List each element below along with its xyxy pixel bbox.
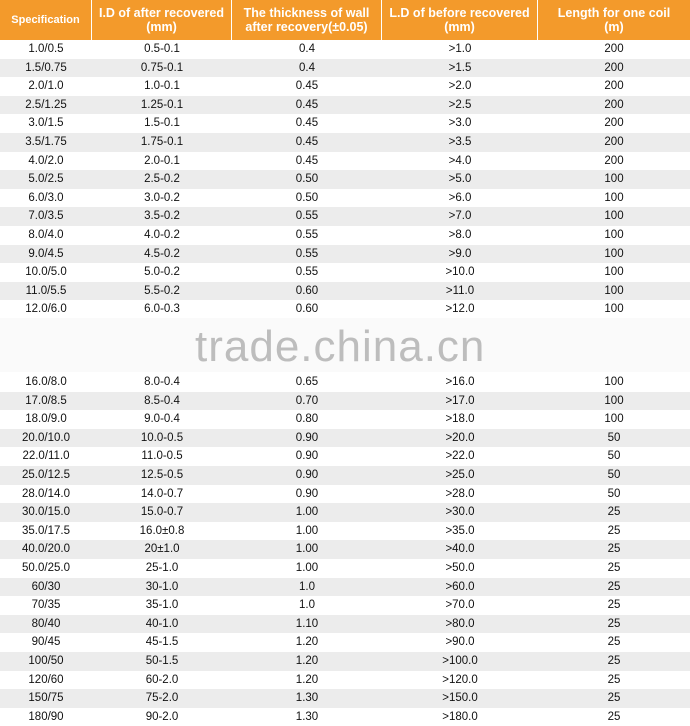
spec-cell: 70/35 xyxy=(31,599,61,612)
id-after-cell: 90-2.0 xyxy=(145,710,179,723)
ld-before-cell: >3.0 xyxy=(448,117,472,130)
coil-length-cell: 200 xyxy=(604,135,624,148)
coil-length-cell: 100 xyxy=(604,210,624,223)
spec-cell: 16.0/8.0 xyxy=(25,376,67,388)
ld-before-cell: >100.0 xyxy=(442,654,478,667)
spec-cell: 150/75 xyxy=(28,692,64,705)
id-after-cell: 0.75-0.1 xyxy=(140,61,184,74)
coil-length-cell: 50 xyxy=(607,487,621,500)
wall-cell: 1.10 xyxy=(295,617,319,630)
spec-cell: 4.0/2.0 xyxy=(28,154,64,167)
ld-before-cell: >20.0 xyxy=(445,431,475,444)
spec-cell: 17.0/8.5 xyxy=(25,394,67,407)
spec-cell: 8.0/4.0 xyxy=(28,228,64,241)
id-after-cell: 1.25-0.1 xyxy=(140,98,184,111)
spec-cell: 100/50 xyxy=(28,654,64,667)
ld-before-cell: >50.0 xyxy=(445,561,475,574)
id-after-cell: 10.0-0.5 xyxy=(140,431,184,444)
table-row xyxy=(0,373,690,392)
coil-length-cell: 100 xyxy=(604,376,624,388)
ld-before-cell: >12.0 xyxy=(445,303,475,316)
coil-length-cell: 200 xyxy=(604,98,624,111)
wall-cell: 0.90 xyxy=(295,431,319,444)
coil-length-cell: 200 xyxy=(604,154,624,167)
id-after-cell: 5.0-0.2 xyxy=(144,266,180,279)
table-row xyxy=(0,207,690,226)
table-row xyxy=(0,689,690,708)
wall-cell: 0.55 xyxy=(295,247,319,260)
table-row xyxy=(0,189,690,208)
table-row xyxy=(0,578,690,597)
id-after-cell: 35-1.0 xyxy=(145,599,179,612)
wall-cell: 0.90 xyxy=(295,487,319,500)
wall-cell: 0.45 xyxy=(295,80,319,93)
header-coil-length: Length for one coil (m) xyxy=(557,6,671,34)
wall-cell: 0.55 xyxy=(295,266,319,279)
coil-length-cell: 50 xyxy=(607,468,621,481)
spec-cell: 22.0/11.0 xyxy=(22,450,70,463)
wall-cell: 1.0 xyxy=(299,599,315,612)
id-after-cell: 0.5-0.1 xyxy=(144,43,180,55)
header-ld-before: L.D of before recovered (mm) xyxy=(382,0,538,40)
id-after-cell: 1.0-0.1 xyxy=(144,80,180,93)
ld-before-cell: >180.0 xyxy=(442,710,478,723)
ld-before-cell: >2.0 xyxy=(448,80,472,93)
coil-length-cell: 25 xyxy=(607,710,621,723)
wall-cell: 0.65 xyxy=(295,376,319,388)
table-row xyxy=(0,503,690,522)
coil-length-cell: 100 xyxy=(604,413,624,426)
wall-cell: 1.0 xyxy=(299,580,315,593)
coil-length-cell: 50 xyxy=(607,450,621,463)
coil-length-cell: 25 xyxy=(607,673,621,686)
coil-length-cell: 25 xyxy=(607,561,621,574)
ld-before-cell: >18.0 xyxy=(445,413,475,426)
spec-cell: 25.0/12.5 xyxy=(22,468,70,481)
ld-before-cell: >16.0 xyxy=(445,376,475,388)
ld-before-cell: >22.0 xyxy=(445,450,475,463)
wall-cell: 0.80 xyxy=(295,413,319,426)
wall-cell: 0.70 xyxy=(295,394,319,407)
ld-before-cell: >70.0 xyxy=(445,599,475,612)
coil-length-cell: 25 xyxy=(607,617,621,630)
wall-cell: 1.20 xyxy=(295,673,319,686)
id-after-cell: 8.5-0.4 xyxy=(144,394,180,407)
table-row xyxy=(0,652,690,671)
wall-cell: 0.45 xyxy=(295,135,319,148)
ld-before-cell: >35.0 xyxy=(445,524,475,537)
table-row xyxy=(0,485,690,504)
wall-cell: 0.45 xyxy=(295,117,319,130)
ld-before-cell: >5.0 xyxy=(448,173,472,186)
coil-length-cell: 200 xyxy=(604,61,624,74)
table-row xyxy=(0,522,690,541)
header-id-after: I.D of after recovered (mm) xyxy=(92,0,232,40)
wall-cell: 0.60 xyxy=(295,303,319,316)
wall-cell: 1.00 xyxy=(295,524,319,537)
table-header xyxy=(0,0,690,40)
table-row xyxy=(0,40,690,59)
id-after-cell: 45-1.5 xyxy=(145,636,179,649)
ld-before-cell: >120.0 xyxy=(442,673,478,686)
id-after-cell: 14.0-0.7 xyxy=(140,487,184,500)
ld-before-cell: >1.0 xyxy=(448,43,472,55)
table-row xyxy=(0,671,690,690)
coil-length-cell: 100 xyxy=(604,228,624,241)
id-after-cell: 40-1.0 xyxy=(145,617,179,630)
coil-length-cell: 100 xyxy=(604,173,624,186)
wall-cell: 0.45 xyxy=(295,154,319,167)
id-after-cell: 8.0-0.4 xyxy=(144,376,180,388)
wall-cell: 1.00 xyxy=(295,506,319,519)
id-after-cell: 75-2.0 xyxy=(145,692,179,705)
ld-before-cell: >17.0 xyxy=(445,394,475,407)
table-row xyxy=(0,410,690,429)
spec-cell: 2.0/1.0 xyxy=(28,80,64,93)
ld-before-cell: >90.0 xyxy=(445,636,475,649)
id-after-cell: 3.5-0.2 xyxy=(144,210,180,223)
wall-cell: 1.20 xyxy=(295,654,319,667)
ld-before-cell: >40.0 xyxy=(445,543,475,556)
spec-cell: 7.0/3.5 xyxy=(28,210,64,223)
spec-cell: 35.0/17.5 xyxy=(22,524,70,537)
ld-before-cell: >7.0 xyxy=(448,210,472,223)
coil-length-cell: 100 xyxy=(604,266,624,279)
spec-cell: 3.5/1.75 xyxy=(25,135,67,148)
spec-cell: 90/45 xyxy=(31,636,61,649)
table-row xyxy=(0,152,690,171)
spec-cell: 9.0/4.5 xyxy=(28,247,64,260)
spec-cell: 10.0/5.0 xyxy=(25,266,67,279)
table-row xyxy=(0,133,690,152)
table-row xyxy=(0,300,690,319)
table-row xyxy=(0,77,690,96)
coil-length-cell: 100 xyxy=(604,284,624,297)
table-body-top xyxy=(0,40,690,319)
coil-length-cell: 200 xyxy=(604,80,624,93)
table-row xyxy=(0,708,690,726)
id-after-cell: 12.5-0.5 xyxy=(140,468,184,481)
spec-cell: 20.0/10.0 xyxy=(22,431,70,444)
id-after-cell: 30-1.0 xyxy=(145,580,179,593)
table-row xyxy=(0,245,690,264)
wall-cell: 1.30 xyxy=(295,692,319,705)
id-after-cell: 20±1.0 xyxy=(144,543,180,556)
spec-cell: 5.0/2.5 xyxy=(28,173,64,186)
spec-cell: 1.5/0.75 xyxy=(25,61,67,74)
table-row xyxy=(0,633,690,652)
spec-cell: 50.0/25.0 xyxy=(22,561,70,574)
ld-before-cell: >1.5 xyxy=(448,61,472,74)
id-after-cell: 1.75-0.1 xyxy=(140,135,184,148)
id-after-cell: 1.5-0.1 xyxy=(144,117,180,130)
table-row xyxy=(0,447,690,466)
wall-cell: 0.55 xyxy=(295,210,319,223)
wall-cell: 0.4 xyxy=(299,43,315,55)
wall-cell: 1.30 xyxy=(295,710,319,723)
table-row xyxy=(0,226,690,245)
wall-cell: 0.50 xyxy=(295,191,319,204)
spec-cell: 80/40 xyxy=(31,617,61,630)
wall-cell: 0.45 xyxy=(295,98,319,111)
id-after-cell: 16.0±0.8 xyxy=(139,524,185,537)
table-row xyxy=(0,263,690,282)
id-after-cell: 2.5-0.2 xyxy=(144,173,180,186)
spec-cell: 30.0/15.0 xyxy=(22,506,70,519)
ld-before-cell: >10.0 xyxy=(445,266,475,279)
wall-cell: 1.20 xyxy=(295,636,319,649)
coil-length-cell: 50 xyxy=(607,431,621,444)
id-after-cell: 5.5-0.2 xyxy=(144,284,180,297)
ld-before-cell: >8.0 xyxy=(448,228,472,241)
coil-length-cell: 200 xyxy=(604,43,624,55)
table-row xyxy=(0,114,690,133)
wall-cell: 0.50 xyxy=(295,173,319,186)
table-row xyxy=(0,596,690,615)
table-row xyxy=(0,466,690,485)
table-row xyxy=(0,59,690,78)
id-after-cell: 50-1.5 xyxy=(145,654,179,667)
table-row xyxy=(0,96,690,115)
wall-cell: 0.55 xyxy=(295,228,319,241)
id-after-cell: 6.0-0.3 xyxy=(144,303,180,316)
spec-cell: 12.0/6.0 xyxy=(25,303,67,316)
id-after-cell: 60-2.0 xyxy=(145,673,179,686)
ld-before-cell: >4.0 xyxy=(448,154,472,167)
ld-before-cell: >80.0 xyxy=(445,617,475,630)
spec-cell: 28.0/14.0 xyxy=(22,487,70,500)
wall-cell: 0.90 xyxy=(295,468,319,481)
table-body-bottom xyxy=(0,373,690,726)
table-row xyxy=(0,170,690,189)
spec-cell: 2.5/1.25 xyxy=(25,98,67,111)
id-after-cell: 3.0-0.2 xyxy=(144,191,180,204)
spec-cell: 120/60 xyxy=(28,673,64,686)
spec-cell: 11.0/5.5 xyxy=(25,284,67,297)
coil-length-cell: 25 xyxy=(607,506,621,519)
wall-cell: 0.60 xyxy=(295,284,319,297)
table-row xyxy=(0,282,690,301)
ld-before-cell: >30.0 xyxy=(445,506,475,519)
ld-before-cell: >25.0 xyxy=(445,468,475,481)
spec-cell: 6.0/3.0 xyxy=(28,191,64,204)
coil-length-cell: 25 xyxy=(607,636,621,649)
id-after-cell: 4.0-0.2 xyxy=(144,228,180,241)
wall-cell: 1.00 xyxy=(295,561,319,574)
spec-cell: 180/90 xyxy=(28,710,64,723)
coil-length-cell: 100 xyxy=(604,247,624,260)
id-after-cell: 11.0-0.5 xyxy=(141,450,183,463)
table-row xyxy=(0,559,690,578)
ld-before-cell: >11.0 xyxy=(445,284,475,297)
watermark: trade.china.cn xyxy=(195,322,486,371)
ld-before-cell: >60.0 xyxy=(445,580,475,593)
ld-before-cell: >3.5 xyxy=(448,135,472,148)
coil-length-cell: 25 xyxy=(607,692,621,705)
spec-cell: 18.0/9.0 xyxy=(25,413,67,426)
coil-length-cell: 100 xyxy=(604,394,624,407)
coil-length-cell: 25 xyxy=(607,599,621,612)
coil-length-cell: 25 xyxy=(607,654,621,667)
spec-cell: 60/30 xyxy=(31,580,61,593)
id-after-cell: 15.0-0.7 xyxy=(140,506,184,519)
coil-length-cell: 25 xyxy=(607,524,621,537)
spec-cell: 1.0/0.5 xyxy=(28,43,64,55)
id-after-cell: 25-1.0 xyxy=(145,561,179,574)
table-row xyxy=(0,429,690,448)
coil-length-cell: 25 xyxy=(607,543,621,556)
ld-before-cell: >6.0 xyxy=(448,191,472,204)
ld-before-cell: >150.0 xyxy=(442,692,478,705)
coil-length-cell: 200 xyxy=(604,117,624,130)
coil-length-cell: 100 xyxy=(604,303,624,316)
header-wall-thickness: The thickness of wall after recovery(±0.05) xyxy=(232,0,382,40)
id-after-cell: 4.5-0.2 xyxy=(144,247,180,260)
spec-cell: 40.0/20.0 xyxy=(22,543,70,556)
spec-cell: 3.0/1.5 xyxy=(28,117,64,130)
id-after-cell: 2.0-0.1 xyxy=(144,154,180,167)
ld-before-cell: >28.0 xyxy=(445,487,475,500)
wall-cell: 0.4 xyxy=(299,61,315,74)
coil-length-cell: 100 xyxy=(604,191,624,204)
ld-before-cell: >2.5 xyxy=(448,98,472,111)
coil-length-cell: 25 xyxy=(607,580,621,593)
table-row xyxy=(0,615,690,634)
ld-before-cell: >9.0 xyxy=(448,247,472,260)
wall-cell: 0.90 xyxy=(295,450,319,463)
id-after-cell: 9.0-0.4 xyxy=(144,413,180,426)
wall-cell: 1.00 xyxy=(295,543,319,556)
table-row xyxy=(0,392,690,411)
table-row xyxy=(0,540,690,559)
header-specification: Specification xyxy=(0,0,92,40)
